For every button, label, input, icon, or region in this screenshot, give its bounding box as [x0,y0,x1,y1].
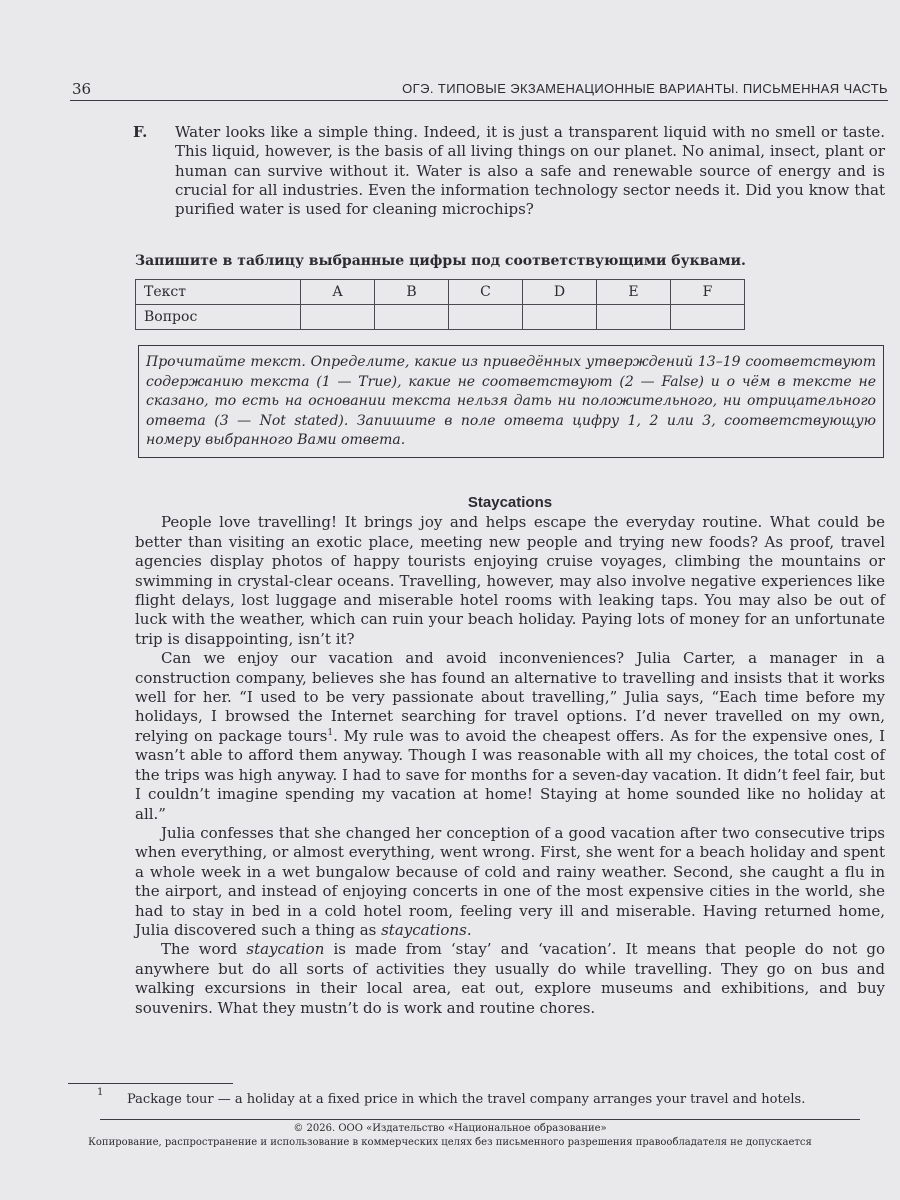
section-f-text: Water looks like a simple thing. Indeed, it is just a transparent liquid with no smell or taste. This liquid, however, is the basis of all living things on our planet. No animal, insect, plant or human can survive without it. Water is also a safe and renewable source of energy and is crucial for all industries. Even the information technology sector needs it. Did you know that purified water is used for cleaning microchips? [175,123,885,219]
table-letter-f: F [671,280,745,305]
table-letter-e: E [597,280,671,305]
table-letter-d: D [523,280,597,305]
article-title: Staycations [467,494,553,511]
article-paragraph-4: The word staycation is made from ‘stay’ and ‘vacation’. It means that people do not go anywhere but do all sorts of activities they usually do while travelling. They go on bus and walking excursions in their local area, eat out, explore museums and exhibitions, and buy souvenirs. What they mustn’t do is work and routine chores. [135,940,885,1017]
answer-table-answer-row [136,305,745,330]
footnote-text: Package tour — a holiday at a fixed price in which the travel company arranges your travel and hotels. [127,1092,806,1107]
header-title: ОГЭ. ТИПОВЫЕ ЭКЗАМЕНАЦИОННЫЕ ВАРИАНТЫ. ПИСЬМЕННАЯ ЧАСТЬ [402,81,888,96]
table-instruction: Запишите в таблицу выбранные цифры под соответствующими буквами. [135,253,746,269]
task-instruction-box: Прочитайте текст. Определите, какие из приведённых утверждений 13–19 соответствуют содержанию текста (1 — True), какие не соответствуют (2 — False) и о чём в тексте не сказано, то есть на основании текста нельзя дать ни положительного, ни отрицательного ответа (3 — Not stated). Запишите в поле ответа цифру 1, 2 или 3, соответствующую номеру выбранного Вами ответа. [138,345,884,458]
answer-cell-c[interactable] [449,305,523,330]
answer-cell-b[interactable] [375,305,449,330]
table-label-text: Текст [136,280,301,305]
table-letter-b: B [375,280,449,305]
article [135,493,885,1018]
copyright-line: © 2026. ООО «Издательство «Национальное образование» [293,1123,607,1134]
answer-cell-d[interactable] [523,305,597,330]
copyright-divider [100,1119,860,1120]
table-label-question: Вопрос [136,305,301,330]
answer-cell-e[interactable] [597,305,671,330]
article-paragraph-3: Julia confesses that she changed her conception of a good vacation after two consecutive trips when everything, or almost everything, went wrong. First, she went for a beach holiday and spent a whole week in a wet bungalow because of cold and rainy weather. Second, she caught a flu in the airport, and instead of enjoying concerts in one of the most expensive cities in the world, she had to stay in bed in a cold hotel room, feeling very ill and miserable. Having returned home, Julia discovered such a thing as staycations. [135,823,885,939]
answer-table [135,279,745,330]
answer-cell-a[interactable] [301,305,375,330]
answer-cell-f[interactable] [671,305,745,330]
section-letter-f: F. [133,123,148,141]
page-number: 36 [72,80,92,98]
article-paragraph-2: Can we enjoy our vacation and avoid inconveniences? Julia Carter, a manager in a construction company, believes she has found an alternative to travelling and insists that it works well for her. “I used to be very passionate about travelling,” Julia says, “Each time before my holidays, I browsed the Internet searching for travel options. I’d never travelled on my own, relying on package tours$^1$. My rule was to avoid the cheapest offers. As for the expensive ones, I wasn’t able to afford them anyway. Though I was reasonable with all my choices, the total cost of the trips was high anyway. I had to save for months for a seven-day vacation. It didn’t feel fair, but I couldn’t imagine spending my vacation at home! Staying at home sounded like no holiday at all.” [135,649,885,823]
text-section-f [133,123,885,219]
table-letter-c: C [449,280,523,305]
footnote-divider [68,1083,233,1084]
table-letter-a: A [301,280,375,305]
article-paragraph-1: People love travelling! It brings joy and helps escape the everyday routine. What could be better than visiting an exotic place, meeting new people and trying new foods? As proof, travel agencies display photos of happy tourists enjoying cruise voyages, climbing the mountains or swimming in crystal-clear oceans. Travelling, however, may also involve negative experiences like flight delays, lost luggage and miserable hotel rooms with leaking taps. You may also be out of luck with the weather, which can ruin your beach holiday. Paying lots of money for an unfortunate trip is disappointing, isn’t it? [135,513,885,648]
answer-table-header-row [136,280,745,305]
running-header [70,80,888,101]
footnote-mark: 1 [97,1087,104,1098]
footnote [97,1087,887,1107]
copyright-notice: Копирование, распространение и использование в коммерческих целях без письменного разрешения правообладателя не допускается [88,1137,812,1148]
footnote-ref: 1 [327,727,334,738]
